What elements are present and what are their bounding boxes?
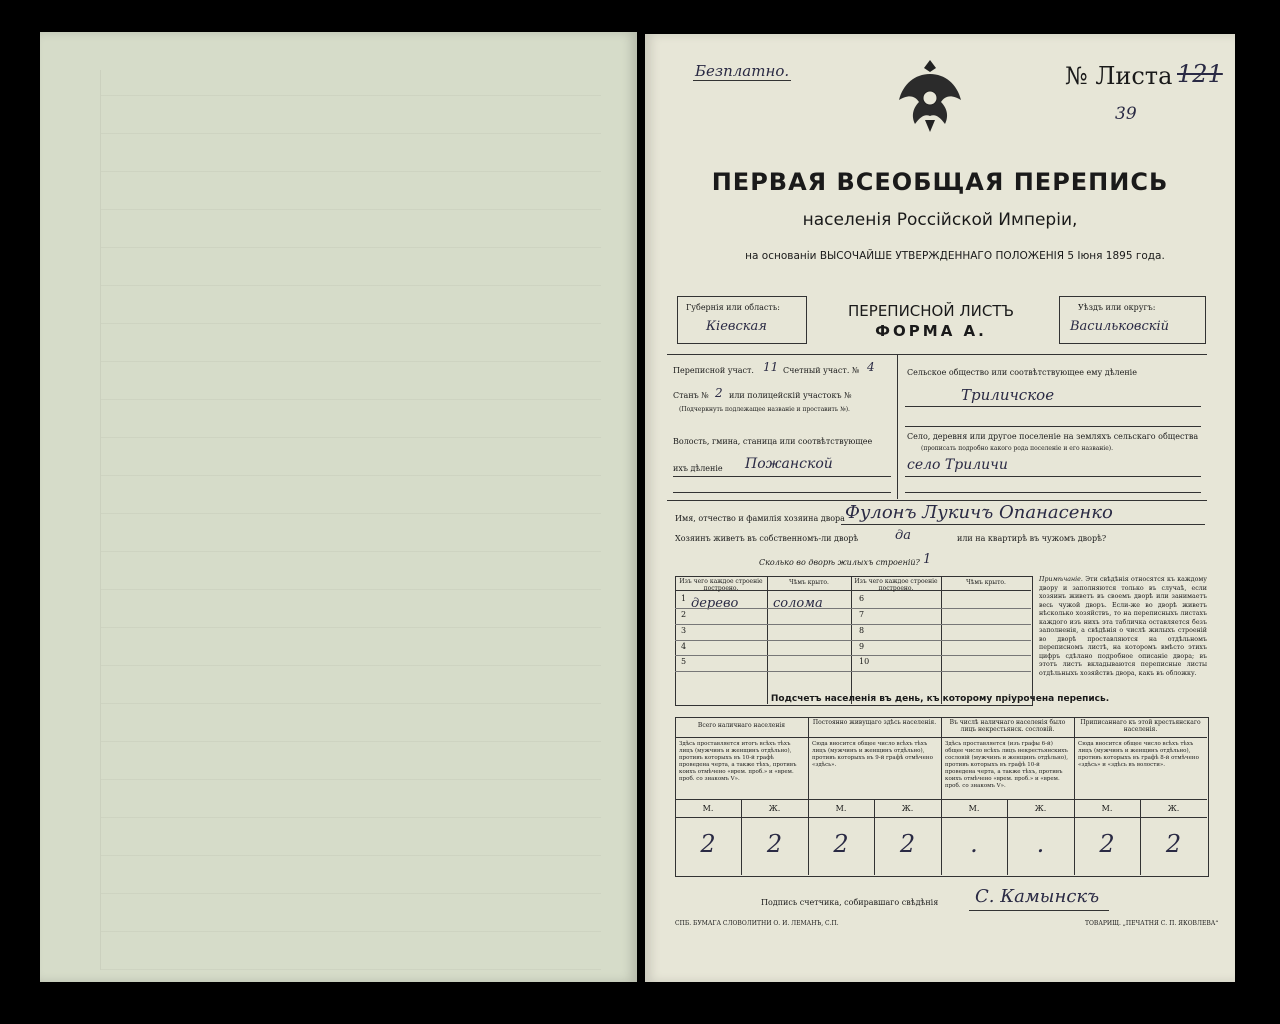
- tally-value-2: 2: [766, 830, 783, 858]
- left-blank-page: [40, 32, 637, 982]
- census-section-value: 11: [763, 360, 779, 374]
- tally-value-5: .: [970, 830, 978, 858]
- sheet-number: 39: [1115, 104, 1137, 124]
- form-title: ПЕРВАЯ ВСЕОБЩАЯ ПЕРЕПИСЬ: [711, 168, 1169, 196]
- sheet-number-struck: 121: [1177, 60, 1223, 88]
- tally-header-4: Приписаннаго къ этой крестьянскаго населенія.: [1080, 719, 1201, 733]
- province-value: Кіевская: [706, 319, 767, 334]
- tally-value-7: 2: [1099, 830, 1115, 858]
- tally-header-2: Постоянно живущаго здѣсь населенія.: [812, 719, 937, 726]
- printer-left: СПБ. БУМАГА СЛОВОЛИТНИ О. И. ЛЕМАНЪ, С.П.: [675, 920, 839, 927]
- volost-value: Пожанской: [745, 456, 833, 472]
- sheet-label: № Листа: [1065, 62, 1173, 90]
- free-label: Безплатно.: [695, 62, 790, 80]
- tally-value-6: .: [1036, 830, 1045, 858]
- district-box: Уѣздъ или округъ: Васильковскій: [1059, 296, 1206, 344]
- society-value: Триличское: [961, 386, 1055, 404]
- tally-value-3: 2: [833, 830, 849, 858]
- owner-lives-value: да: [895, 528, 911, 543]
- form-basis: на основаніи ВЫСОЧАЙШЕ УТВЕРЖДЕННАГО ПОЛОЖЕНІЯ 5 Іюня 1895 года.: [745, 250, 1165, 262]
- printer-right: ТОВАРИЩ. „ПЕЧАТНЯ С. П. ЯКОВЛЕВА“: [1085, 920, 1219, 927]
- form-label-box: ПЕРЕПИСНОЙ ЛИСТЪ ФОРМА А.: [848, 302, 1014, 340]
- form-subtitle: населенія Россійской Имперіи,: [802, 210, 1078, 230]
- building-1-roof: солома: [773, 596, 823, 611]
- stan-value: 2: [715, 386, 723, 400]
- buildings-value: 1: [923, 552, 932, 567]
- tally-header-3: Въ числѣ наличнаго населенія было лицъ некрестьянск. сословій.: [949, 719, 1066, 733]
- tally-title: Подсчетъ населенія въ день, къ которому пріурочена перепись.: [770, 694, 1110, 704]
- bleed-through-lines: [100, 70, 601, 970]
- owner-name-value: Фулонъ Лукичъ Опанасенко: [845, 502, 1113, 523]
- tally-value-1: 2: [700, 830, 716, 858]
- tally-value-4: 2: [899, 830, 916, 858]
- village-value: село Триличи: [907, 457, 1008, 473]
- tally-value-8: 2: [1165, 830, 1182, 858]
- note-block: Примѣчаніе. Эти свѣдѣнія относятся къ каждому двору и заполняются только въ случаѣ, если хозяинъ живетъ въ своемъ дворѣ или занимаетъ весь чужой дворъ. Если-же во дворѣ живетъ нѣсколько хозяйствъ, то на переписныхъ листахъ каждого изъ нихъ эта табличка оставляется безъ заполненія, а свѣдѣнія о числѣ жилыхъ строеній во дворѣ проставляются на отдѣльномъ переписномъ листѣ, на которомъ вмѣсто этихъ цифръ сдѣлано подробное описаніе двора; въ этотъ листъ вкладываются переписные листы отдѣльныхъ хозяйствъ двора, какъ въ обложку.: [1039, 576, 1207, 677]
- district-value: Васильковскій: [1070, 319, 1170, 334]
- coat-of-arms-icon: [895, 56, 965, 136]
- signature-value: С. Камынскъ: [975, 886, 1100, 907]
- building-1-material: дерево: [691, 596, 739, 611]
- tally-header-1: Всего наличнаго населенія: [697, 722, 786, 729]
- count-section-value: 4: [867, 360, 875, 374]
- province-box: Губернія или область: Кіевская: [677, 296, 807, 344]
- census-form-page: Безплатно. № Листа 121 39 ПЕРВАЯ ВСЕОБЩАЯ ПЕРЕПИСЬ населенія Россійской Имперіи, на основаніи ВЫСОЧАЙШЕ УТВЕРЖДЕННАГО ПОЛОЖЕНІЯ 5 Іюня 1895 года. Губернія или область: Кіевская ПЕРЕПИСНОЙ ЛИСТЪ ФОРМА А. Уѣздъ или округъ: Васильковскій Переписной участ. 11 Счетный участ. № 4 Станъ № 2 или полицейскій участокъ № (Подчеркнуть подлежащее названіе и проставить №). Волость, гмина, станица или соотвѣтствующее ихъ дѣленіе Пожанской Сельское общество или соотвѣтствующее ему дѣленіе Триличское Село, деревня или другое поселеніе на земляхъ сельскаго общества (прописать подробно какого рода поселеніе и его названіе). село Триличи Имя, отчество и фамилія хозяина двора Фулонъ Лукичъ Опанасенко Хозяинъ живетъ въ собственномъ-ли дворѣ да или на квартирѣ въ чужомъ дворѣ? Сколько во дворѣ жилыхъ строеній? 1 Изъ чего каждое строеніе построено. Чѣмъ крыто. Изъ чего каждое строеніе построено. Чѣмъ крыто. 1 2 3 4 5 дерево солома 6 7 8 9 10 Примѣчаніе. Эти свѣдѣнія относятся къ каждому двору и заполняются только въ случаѣ, если хозяинъ живетъ въ своемъ дворѣ или занимаетъ весь чужой дворъ. Если-же во дворѣ живетъ нѣсколько хозяйствъ, то на переписныхъ листахъ каждого изъ нихъ эта табличка оставляется безъ заполненія, а свѣдѣнія о числѣ жилыхъ строеній во дворѣ проставляются на отдѣльномъ переписномъ листѣ, на которомъ вмѣсто этихъ цифръ сдѣлано подробное описаніе двора; въ этотъ листъ вкладываются переписные листы отдѣльныхъ хозяйствъ двора, какъ въ обложку. Подсчетъ населенія въ день, къ которому пріурочена перепись. Всего наличнаго населенія Постоянно живущаго здѣсь населенія. Въ числѣ наличнаго населенія было лицъ некрестьянск. сословій. Приписаннаго къ этой крестьянскаго населенія. Здѣсь проставляется итогъ всѣхъ тѣхъ лицъ (мужчинъ и женщинъ отдѣльно), противъ которыхъ въ 10-й графѣ проведена черта, а также тѣхъ, противъ коихъ отмѣчено «врем. проб.» и «врем. проб. со знакомъ V». Сюда вносится общее число всѣхъ тѣхъ лицъ (мужчинъ и женщинъ отдѣльно), противъ которыхъ въ 9-й графѣ отмѣчено «здѣсь». Здѣсь проставляется (изъ графы 6-й) общее число всѣхъ лицъ некрестьянскихъ сословій (мужчинъ и женщинъ отдѣльно), противъ которыхъ въ графѣ 10-й проведена черта, а также тѣхъ, противъ коихъ отмѣчено «врем. проб.» и «врем. проб. со знакомъ V». Сюда вносится общее число всѣхъ тѣхъ лицъ (мужчинъ и женщинъ отдѣльно), противъ которыхъ въ графѣ 8-й отмѣчено «здѣсь» и «здѣсь въ волости». М. Ж. М. Ж. М. Ж. М. Ж. 2 2 2 2 . . 2 2 Подпись счетчика, собиравшаго свѣдѣнія С. Камынскъ СПБ. БУМАГА СЛОВОЛИТНИ О. И. ЛЕМАНЪ, С.П. ТОВАРИЩ. „ПЕЧАТНЯ С. П. ЯКОВЛЕВА“: [645, 34, 1235, 982]
